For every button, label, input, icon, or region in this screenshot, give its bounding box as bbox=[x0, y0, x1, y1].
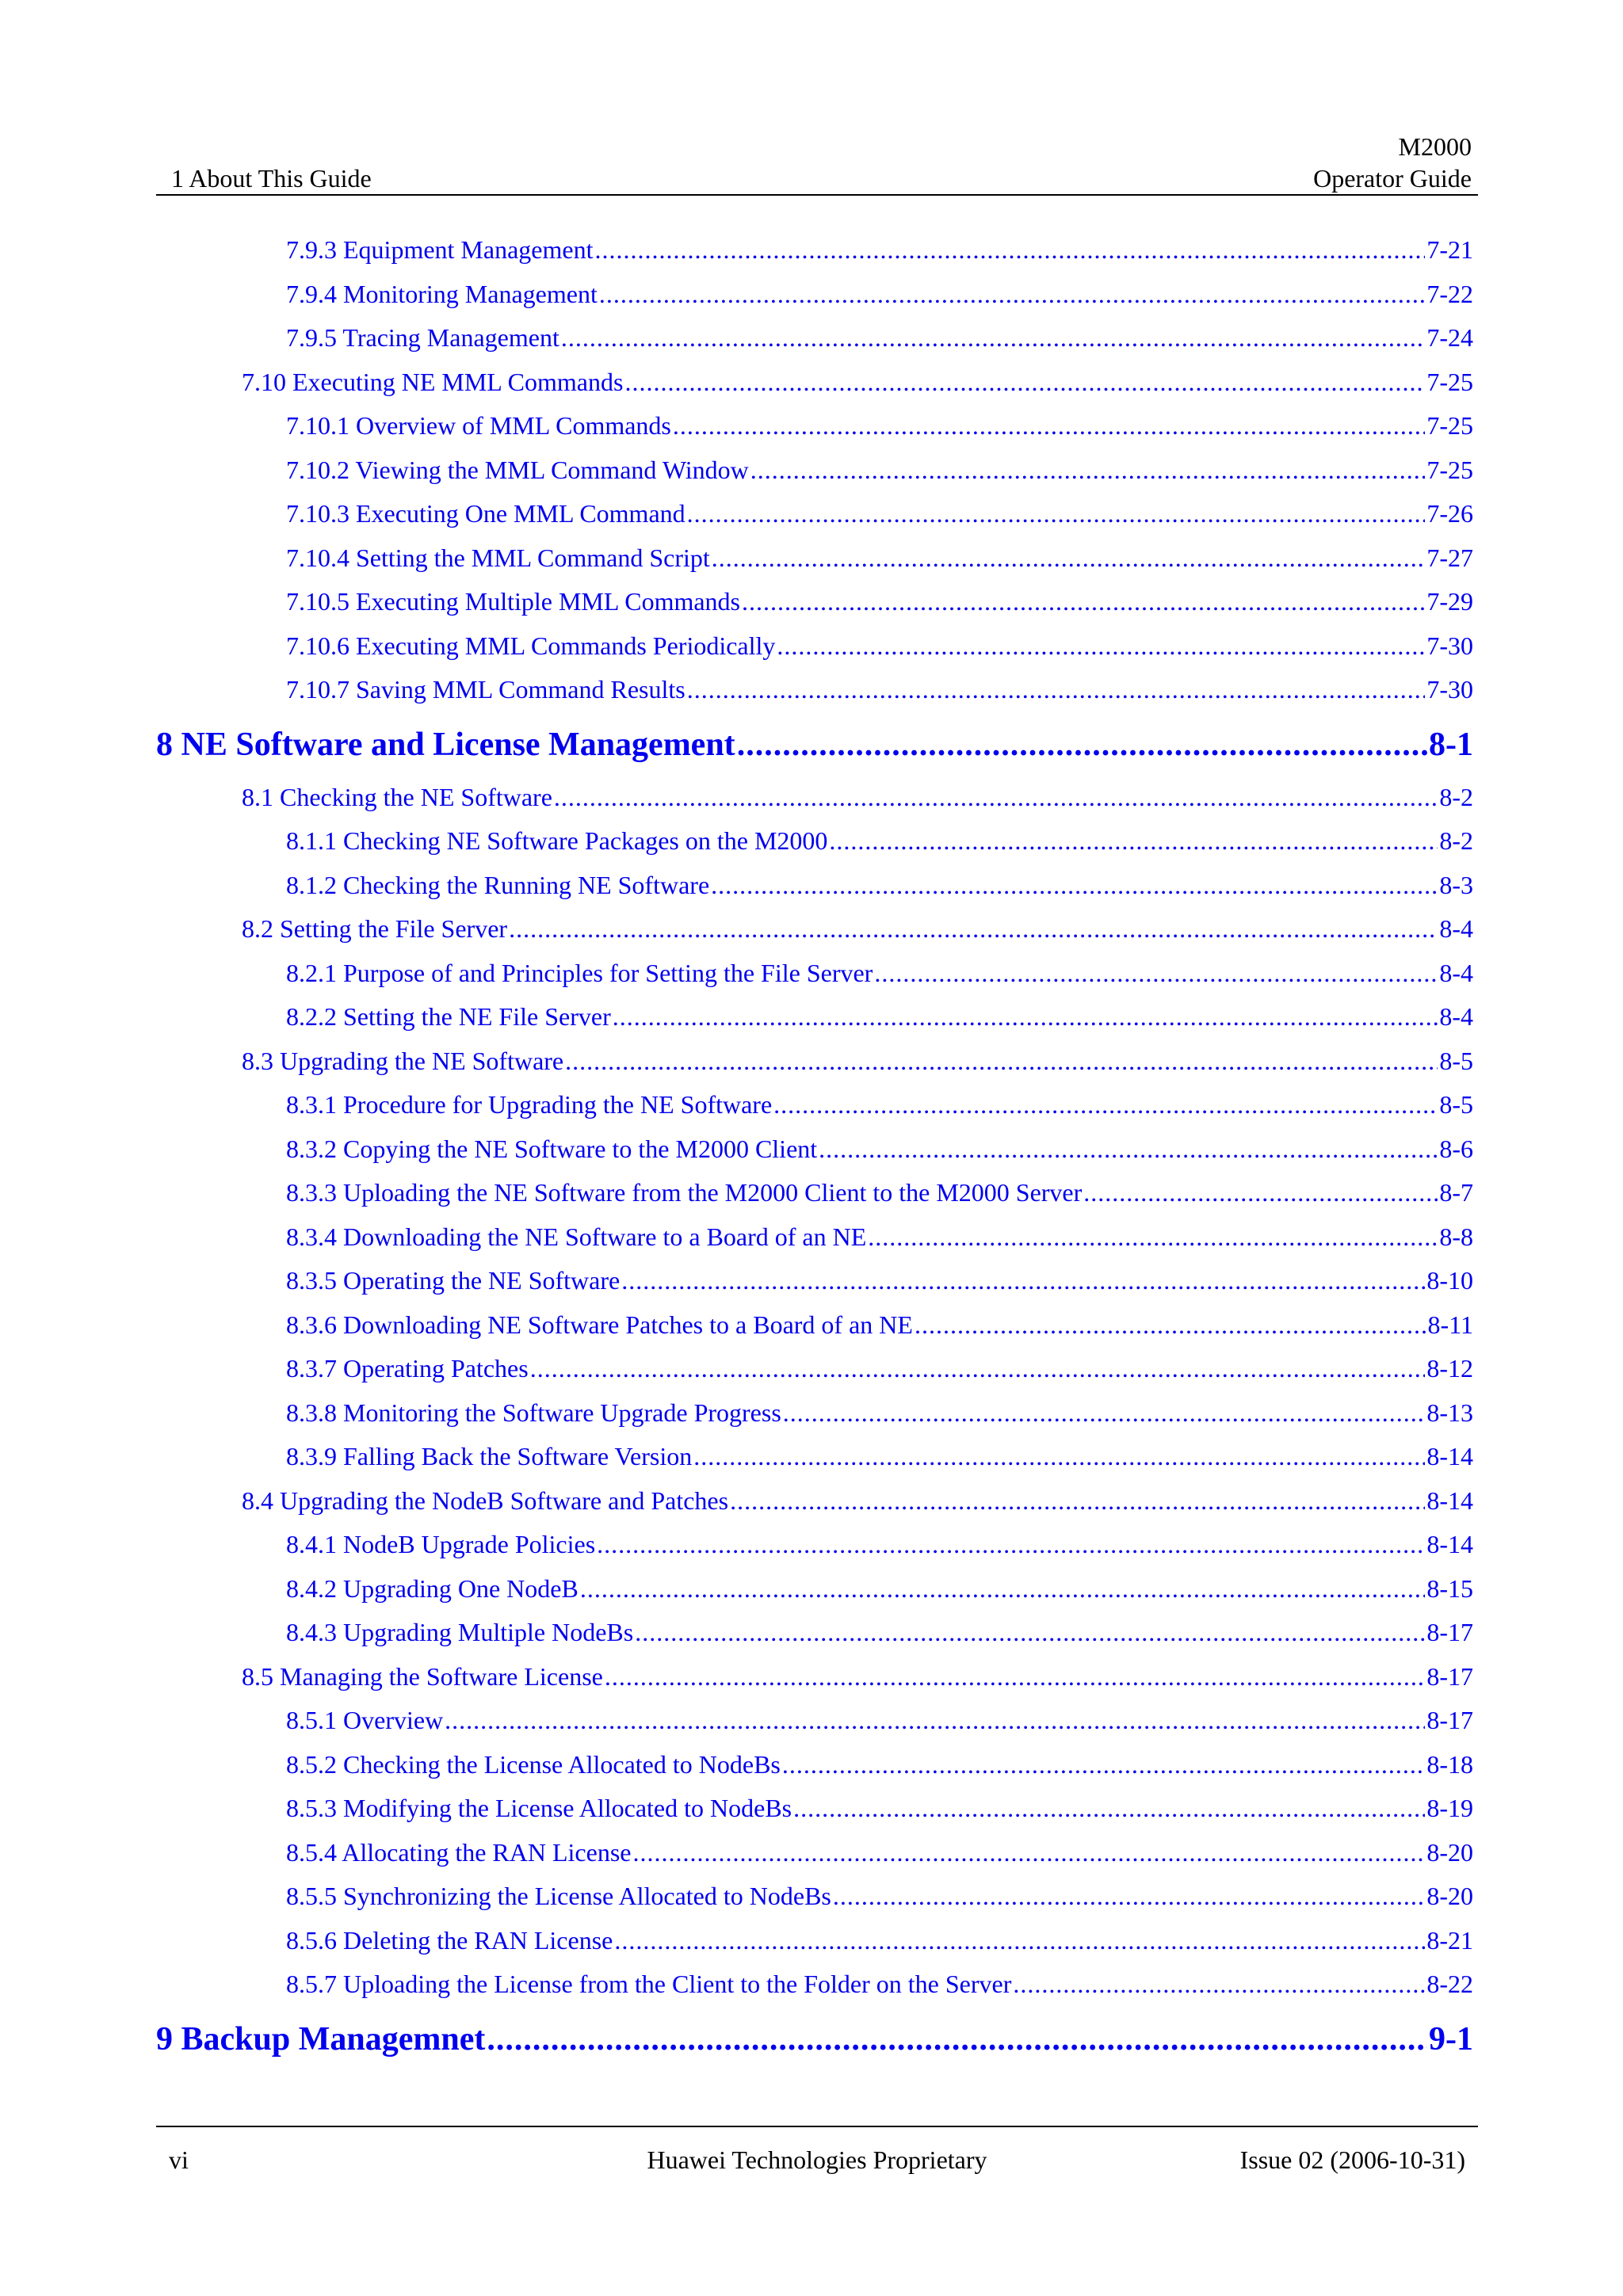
toc-entry-title: 8.3.6 Downloading NE Software Patches to a Board of an NE bbox=[286, 1310, 913, 1339]
page-footer bbox=[156, 2142, 1478, 2178]
toc-entry-page: 8-17 bbox=[1426, 1661, 1473, 1691]
toc-subsection-link[interactable] bbox=[156, 1435, 1473, 1479]
toc-dot-leader bbox=[711, 864, 1438, 908]
toc-entry-title: 7.9.3 Equipment Management bbox=[286, 235, 594, 264]
toc-entry-page: 8-13 bbox=[1426, 1398, 1473, 1427]
toc-dot-leader bbox=[445, 1699, 1425, 1743]
toc-entry-title: 8.5.3 Modifying the License Allocated to NodeBs bbox=[286, 1794, 792, 1822]
toc-entry-page: 8-20 bbox=[1426, 1837, 1473, 1867]
footer-divider bbox=[156, 2126, 1478, 2127]
toc-entry-title: 7.10.6 Executing MML Commands Periodically bbox=[286, 631, 776, 660]
header-product-name: M2000 bbox=[1398, 132, 1472, 161]
toc-entry-title: 7.10.1 Overview of MML Commands bbox=[286, 411, 671, 440]
toc-subsection-link[interactable] bbox=[156, 1083, 1473, 1127]
toc-dot-leader bbox=[530, 1347, 1426, 1391]
toc-dot-leader bbox=[635, 1611, 1425, 1655]
toc-subsection-link[interactable] bbox=[156, 1875, 1473, 1919]
table-of-contents bbox=[156, 228, 1473, 2070]
toc-subsection-link[interactable] bbox=[156, 1787, 1473, 1831]
toc-entry-page: 7-21 bbox=[1426, 235, 1473, 264]
toc-entry-title: 7.10.3 Executing One MML Command bbox=[286, 499, 685, 528]
toc-entry-page: 8-1 bbox=[1429, 726, 1473, 763]
toc-entry-title: 8.5.2 Checking the License Allocated to NodeBs bbox=[286, 1749, 781, 1779]
toc-dot-leader bbox=[833, 1875, 1425, 1919]
proprietary-notice: Huawei Technologies Proprietary bbox=[647, 2145, 987, 2174]
toc-entry-title: 7.10.4 Setting the MML Command Script bbox=[286, 543, 710, 572]
toc-entry-page: 8-11 bbox=[1427, 1310, 1473, 1339]
header-chapter: 1 About This Guide bbox=[171, 164, 372, 193]
toc-section-link[interactable] bbox=[156, 1039, 1473, 1084]
toc-dot-leader bbox=[565, 1039, 1438, 1084]
toc-subsection-link[interactable] bbox=[156, 1171, 1473, 1215]
toc-entry-page: 7-22 bbox=[1426, 279, 1473, 308]
toc-entry-page: 7-24 bbox=[1426, 323, 1473, 352]
toc-subsection-link[interactable] bbox=[156, 1699, 1473, 1743]
toc-entry-title: 8.3 Upgrading the NE Software bbox=[242, 1046, 564, 1075]
toc-entry-title: 8.3.1 Procedure for Upgrading the NE Software bbox=[286, 1090, 773, 1119]
toc-entry-title: 8.4 Upgrading the NodeB Software and Patches bbox=[242, 1486, 729, 1515]
issue-date: Issue 02 (2006-10-31) bbox=[1239, 2145, 1465, 2174]
toc-entry-title: 8.5 Managing the Software License bbox=[242, 1661, 603, 1691]
toc-dot-leader bbox=[737, 720, 1427, 769]
toc-entry-title: 8.5.7 Uploading the License from the Client to the Folder on the Server bbox=[286, 1970, 1012, 1998]
toc-dot-leader bbox=[730, 1479, 1425, 1524]
toc-dot-leader bbox=[819, 1127, 1438, 1172]
toc-dot-leader bbox=[693, 1435, 1425, 1479]
toc-entry-page: 8-2 bbox=[1439, 826, 1473, 855]
toc-subsection-link[interactable] bbox=[156, 864, 1473, 908]
toc-entry-page: 8-14 bbox=[1426, 1486, 1473, 1515]
toc-dot-leader bbox=[793, 1787, 1425, 1831]
toc-subsection-link[interactable] bbox=[156, 1567, 1473, 1611]
toc-entry-page: 7-29 bbox=[1426, 587, 1473, 616]
toc-entry-title: 8.5.5 Synchronizing the License Allocated to NodeBs bbox=[286, 1882, 831, 1910]
toc-dot-leader bbox=[783, 1391, 1426, 1436]
toc-entry-page: 8-15 bbox=[1426, 1573, 1473, 1603]
toc-entry-title: 7.10.2 Viewing the MML Command Window bbox=[286, 455, 749, 484]
toc-dot-leader bbox=[915, 1303, 1426, 1348]
toc-entry-title: 8 NE Software and License Management bbox=[156, 726, 735, 763]
toc-entry-page: 8-14 bbox=[1426, 1530, 1473, 1558]
toc-entry-title: 8.4.1 NodeB Upgrade Policies bbox=[286, 1530, 596, 1558]
toc-subsection-link[interactable] bbox=[156, 448, 1473, 493]
toc-entry-page: 8-18 bbox=[1426, 1749, 1473, 1779]
toc-dot-leader bbox=[605, 1655, 1425, 1699]
toc-entry-title: 8.5.4 Allocating the RAN License bbox=[286, 1837, 632, 1867]
toc-entry-page: 8-14 bbox=[1426, 1442, 1473, 1470]
toc-subsection-link[interactable] bbox=[156, 1347, 1473, 1391]
toc-dot-leader bbox=[829, 819, 1438, 864]
toc-entry-page: 8-4 bbox=[1439, 1002, 1473, 1031]
toc-entry-title: 7.9.4 Monitoring Management bbox=[286, 279, 598, 308]
toc-entry-page: 8-8 bbox=[1439, 1222, 1473, 1251]
toc-dot-leader bbox=[597, 1523, 1425, 1567]
toc-chapter-link[interactable] bbox=[156, 2015, 1473, 2064]
toc-subsection-link[interactable] bbox=[156, 1523, 1473, 1567]
toc-entry-page: 8-22 bbox=[1426, 1970, 1473, 1998]
toc-entry-title: 8.3.8 Monitoring the Software Upgrade Progress bbox=[286, 1398, 781, 1427]
toc-entry-page: 7-25 bbox=[1426, 455, 1473, 484]
toc-entry-title: 8.2 Setting the File Server bbox=[242, 914, 508, 943]
toc-dot-leader bbox=[621, 1259, 1425, 1303]
toc-dot-leader bbox=[1013, 1962, 1425, 2007]
toc-subsection-link[interactable] bbox=[156, 492, 1473, 536]
toc-dot-leader bbox=[613, 995, 1438, 1039]
toc-dot-leader bbox=[624, 360, 1425, 405]
toc-dot-leader bbox=[594, 228, 1425, 273]
toc-entry-title: 8.1 Checking the NE Software bbox=[242, 782, 552, 811]
toc-subsection-link[interactable] bbox=[156, 952, 1473, 996]
toc-entry-title: 8.4.3 Upgrading Multiple NodeBs bbox=[286, 1618, 634, 1646]
toc-entry-page: 8-4 bbox=[1439, 958, 1473, 987]
toc-entry-title: 8.3.5 Operating the NE Software bbox=[286, 1266, 621, 1295]
toc-entry-title: 8.3.2 Copying the NE Software to the M2000 Client bbox=[286, 1134, 818, 1163]
toc-section-link[interactable] bbox=[156, 1479, 1473, 1524]
toc-subsection-link[interactable] bbox=[156, 536, 1473, 581]
toc-entry-title: 8.1.1 Checking NE Software Packages on the M2000 bbox=[286, 826, 828, 855]
toc-subsection-link[interactable] bbox=[156, 1743, 1473, 1787]
toc-entry-page: 8-19 bbox=[1426, 1794, 1473, 1822]
toc-dot-leader bbox=[487, 2015, 1427, 2064]
toc-entry-title: 8.4.2 Upgrading One NodeB bbox=[286, 1573, 579, 1603]
toc-entry-title: 8.3.9 Falling Back the Software Version bbox=[286, 1442, 693, 1470]
toc-entry-page: 7-26 bbox=[1426, 499, 1473, 528]
toc-subsection-link[interactable] bbox=[156, 1611, 1473, 1655]
toc-entry-page: 8-2 bbox=[1439, 782, 1473, 811]
toc-subsection-link[interactable] bbox=[156, 404, 1473, 448]
toc-entry-page: 7-25 bbox=[1426, 411, 1473, 440]
toc-subsection-link[interactable] bbox=[156, 228, 1473, 273]
toc-subsection-link[interactable] bbox=[156, 316, 1473, 360]
toc-subsection-link[interactable] bbox=[156, 580, 1473, 624]
toc-dot-leader bbox=[868, 1215, 1438, 1260]
toc-entry-page: 8-17 bbox=[1426, 1706, 1473, 1734]
toc-entry-title: 8.3.7 Operating Patches bbox=[286, 1354, 529, 1383]
toc-subsection-link[interactable] bbox=[156, 1127, 1473, 1172]
toc-subsection-link[interactable] bbox=[156, 624, 1473, 669]
toc-dot-leader bbox=[1083, 1171, 1438, 1215]
toc-dot-leader bbox=[750, 448, 1426, 493]
toc-entry-title: 7.10 Executing NE MML Commands bbox=[242, 367, 624, 396]
toc-subsection-link[interactable] bbox=[156, 1259, 1473, 1303]
page-number: vi bbox=[169, 2145, 189, 2174]
toc-entry-title: 9 Backup Managemnet bbox=[156, 2020, 486, 2058]
toc-section-link[interactable] bbox=[156, 360, 1473, 405]
toc-entry-page: 7-30 bbox=[1426, 675, 1473, 704]
toc-dot-leader bbox=[777, 624, 1425, 669]
toc-entry-page: 8-6 bbox=[1439, 1134, 1473, 1163]
toc-dot-leader bbox=[599, 273, 1426, 317]
toc-entry-title: 8.1.2 Checking the Running NE Software bbox=[286, 870, 710, 899]
toc-entry-title: 7.10.5 Executing Multiple MML Commands bbox=[286, 587, 740, 616]
toc-subsection-link[interactable] bbox=[156, 668, 1473, 712]
toc-subsection-link[interactable] bbox=[156, 995, 1473, 1039]
toc-dot-leader bbox=[773, 1083, 1438, 1127]
toc-entry-page: 8-4 bbox=[1439, 914, 1473, 943]
toc-entry-page: 8-20 bbox=[1426, 1882, 1473, 1910]
toc-entry-page: 7-30 bbox=[1426, 631, 1473, 660]
toc-entry-page: 9-1 bbox=[1429, 2020, 1473, 2058]
toc-dot-leader bbox=[614, 1919, 1425, 1963]
toc-entry-title: 7.9.5 Tracing Management bbox=[286, 323, 559, 352]
toc-subsection-link[interactable] bbox=[156, 273, 1473, 317]
toc-entry-page: 8-10 bbox=[1426, 1266, 1473, 1295]
toc-entry-title: 8.5.6 Deleting the RAN License bbox=[286, 1925, 613, 1955]
page-header bbox=[156, 131, 1478, 196]
toc-entry-title: 8.3.3 Uploading the NE Software from the M2000 Client to the M2000 Server bbox=[286, 1178, 1083, 1207]
toc-dot-leader bbox=[554, 776, 1438, 820]
toc-entry-page: 8-17 bbox=[1426, 1618, 1473, 1646]
toc-subsection-link[interactable] bbox=[156, 819, 1473, 864]
toc-entry-title: 8.2.1 Purpose of and Principles for Setting the File Server bbox=[286, 958, 873, 987]
toc-entry-page: 8-21 bbox=[1426, 1925, 1473, 1955]
toc-dot-leader bbox=[580, 1567, 1426, 1611]
toc-entry-page: 7-25 bbox=[1426, 367, 1473, 396]
toc-entry-page: 8-5 bbox=[1439, 1046, 1473, 1075]
toc-subsection-link[interactable] bbox=[156, 1831, 1473, 1875]
toc-dot-leader bbox=[742, 580, 1425, 624]
toc-subsection-link[interactable] bbox=[156, 1215, 1473, 1260]
toc-subsection-link[interactable] bbox=[156, 1303, 1473, 1348]
toc-entry-title: 8.2.2 Setting the NE File Server bbox=[286, 1002, 611, 1031]
toc-entry-page: 8-5 bbox=[1439, 1090, 1473, 1119]
toc-dot-leader bbox=[632, 1831, 1425, 1875]
toc-section-link[interactable] bbox=[156, 776, 1473, 820]
toc-dot-leader bbox=[509, 907, 1438, 952]
toc-section-link[interactable] bbox=[156, 907, 1473, 952]
toc-dot-leader bbox=[712, 536, 1426, 581]
toc-entry-page: 8-7 bbox=[1439, 1178, 1473, 1207]
header-divider bbox=[156, 194, 1478, 196]
toc-entry-title: 7.10.7 Saving MML Command Results bbox=[286, 675, 685, 704]
toc-dot-leader bbox=[782, 1743, 1425, 1787]
toc-subsection-link[interactable] bbox=[156, 1919, 1473, 1963]
toc-dot-leader bbox=[561, 316, 1426, 360]
toc-subsection-link[interactable] bbox=[156, 1962, 1473, 2007]
toc-dot-leader bbox=[687, 492, 1426, 536]
toc-section-link[interactable] bbox=[156, 1655, 1473, 1699]
toc-dot-leader bbox=[874, 952, 1438, 996]
toc-dot-leader bbox=[687, 668, 1426, 712]
toc-entry-page: 8-12 bbox=[1426, 1354, 1473, 1383]
toc-entry-page: 7-27 bbox=[1426, 543, 1473, 572]
toc-dot-leader bbox=[673, 404, 1425, 448]
header-product bbox=[1313, 131, 1472, 194]
toc-entry-title: 8.3.4 Downloading the NE Software to a Board of an NE bbox=[286, 1222, 867, 1251]
header-document-title: Operator Guide bbox=[1313, 164, 1472, 193]
toc-chapter-link[interactable] bbox=[156, 720, 1473, 769]
toc-entry-page: 8-3 bbox=[1439, 870, 1473, 899]
toc-entry-title: 8.5.1 Overview bbox=[286, 1706, 444, 1734]
toc-subsection-link[interactable] bbox=[156, 1391, 1473, 1436]
